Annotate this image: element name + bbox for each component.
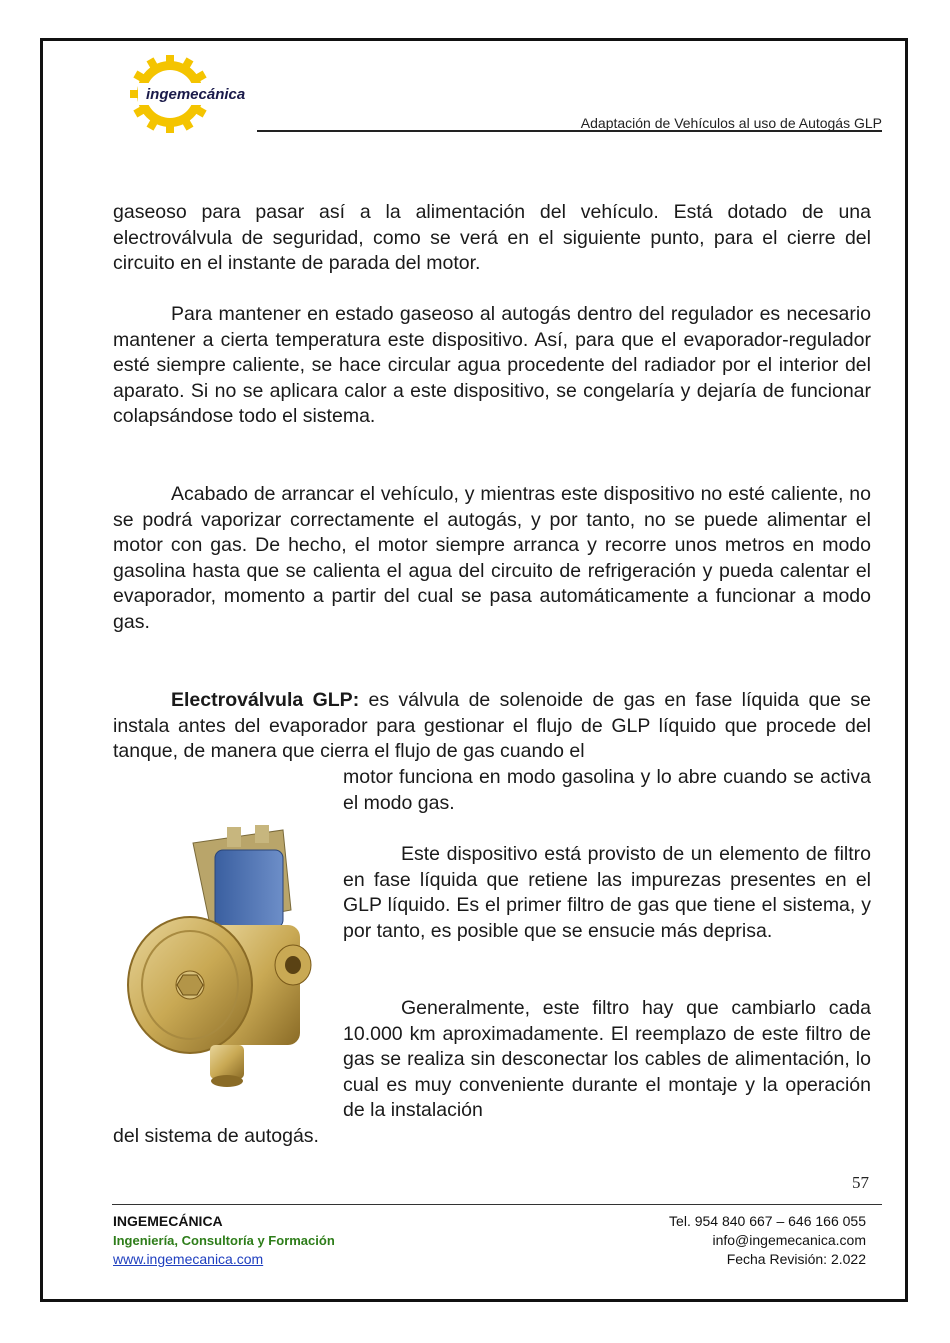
footer-email: info@ingemecanica.com — [712, 1232, 866, 1248]
paragraph-4-continued: motor funciona en modo gasolina y lo abre cuando se activa el modo gas. — [343, 766, 871, 814]
footer-left — [113, 1212, 335, 1269]
document-title: Adaptación de Vehículos al uso de Autogás GLP — [580, 115, 882, 131]
paragraph-2: Para mantener en estado gaseoso al autogás dentro del regulador es necesario mantener a cierta temperatura este dispositivo. Así, para que el evaporador-regulador esté siempre caliente, se hace circular agua procedente del radiador por el interior del aparato. Si no se aplicara calor a este dispositivo, se congelaría y dejaría de funcionar colapsándose todo el sistema. — [113, 303, 871, 428]
page-number: 57 — [852, 1173, 869, 1192]
svg-text:ingemecánica: ingemecánica — [146, 86, 246, 103]
paragraph-5: Este dispositivo está provisto de un elemento de filtro en fase líquida que retiene las impurezas presentes en el GLP líquido. Es el primer filtro de gas que tiene el sistema, y por tanto, es posible que se ensucie más deprisa. — [343, 843, 871, 942]
paragraph-4 — [113, 688, 871, 765]
paragraph-6-end: del sistema de autogás. — [113, 1125, 319, 1147]
footer-phone: Tel. 954 840 667 – 646 166 055 — [669, 1213, 866, 1229]
solenoid-valve-image — [115, 825, 330, 1095]
section-heading: Electroválvula GLP: — [171, 689, 360, 711]
footer-tagline: Ingeniería, Consultoría y Formación — [113, 1233, 335, 1248]
footer-company: INGEMECÁNICA — [113, 1213, 223, 1229]
paragraph-6: Generalmente, este filtro hay que cambiarlo cada 10.000 km aproximadamente. El reemplazo de este filtro de gas se realiza sin desconectar los cables de alimentación, lo cual es muy conveniente durante el montaje y la operación de la instalación — [343, 997, 871, 1122]
footer-rule — [112, 1204, 882, 1205]
paragraph-1: gaseoso para pasar así a la alimentación del vehículo. Está dotado de una electroválvula de seguridad, como se verá en el siguiente punto, para el cierre del circuito en el instante de parada del motor. — [113, 201, 871, 275]
footer-revision-date: Fecha Revisión: 2.022 — [726, 1251, 866, 1267]
paragraph-4-text: es válvula de solenoide de gas en fase líquida que se instala antes del evaporador para gestionar el flujo de GLP líquido que procede del tanque, de manera que cierra el flujo de gas cuando el — [113, 689, 871, 763]
footer-right — [669, 1212, 866, 1269]
paragraph-3: Acabado de arrancar el vehículo, y mientras este dispositivo no esté caliente, no se podrá vaporizar correctamente el autogás, y por tanto, no se puede alimentar el motor con gas. De hecho, el motor siempre arranca y recorre unos metros en modo gasolina hasta que se calienta el agua del circuito de refrigeración y pueda calentar el evaporador, momento a partir del cual se pasa automáticamente a funcionar a modo gas. — [113, 483, 871, 633]
footer-website-link[interactable]: www.ingemecanica.com — [113, 1251, 264, 1267]
ingemecanica-logo — [130, 55, 260, 133]
